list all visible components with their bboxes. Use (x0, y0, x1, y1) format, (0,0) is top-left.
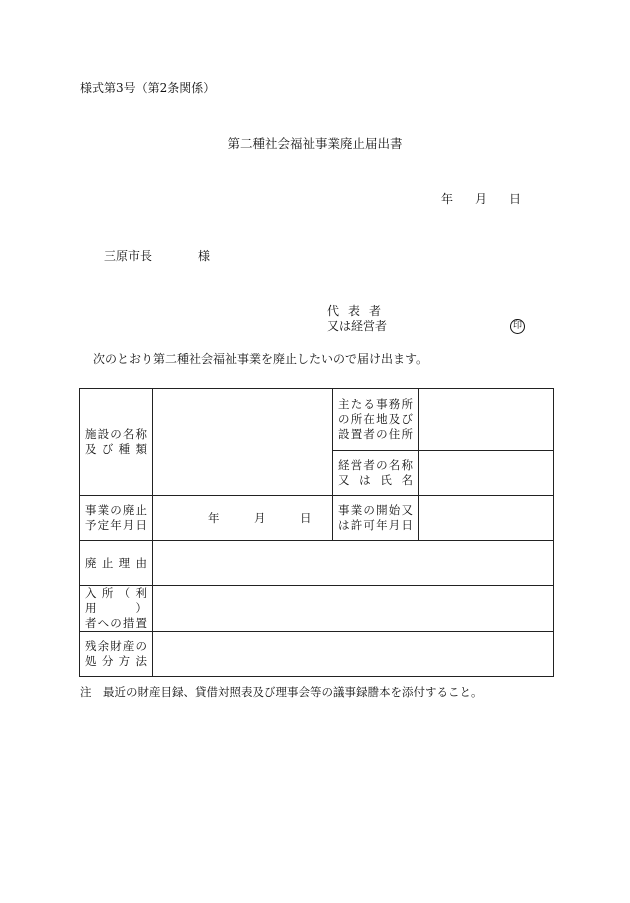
date-year: 年 (441, 192, 454, 206)
residents-label: 入所（利用） 者への措置 (80, 586, 153, 632)
closure-year: 年 (208, 510, 220, 525)
residents-value[interactable] (153, 586, 554, 632)
start-date-label: 事業の開始又 は許可年月日 (333, 496, 419, 541)
office-value[interactable] (419, 389, 554, 451)
addressee (104, 250, 210, 262)
closure-month: 月 (254, 510, 266, 525)
closure-day: 日 (300, 510, 312, 525)
closure-form-table (79, 388, 554, 677)
closure-date-label: 事業の廃止 予定年月日 (80, 496, 153, 541)
date-day: 日 (509, 192, 522, 206)
date-month: 月 (475, 192, 488, 206)
submission-date (441, 193, 543, 205)
start-date-value[interactable] (419, 496, 554, 541)
operator-value[interactable] (419, 451, 554, 496)
intro-text: 次のとおり第二種社会福祉事業を廃止したいので届け出ます。 (93, 352, 429, 366)
office-label: 主たる事務所 の所在地及び 設置者の住所 (333, 389, 419, 451)
assets-value[interactable] (153, 632, 554, 677)
reason-value[interactable] (153, 541, 554, 586)
addressee-name: 三原市長 (104, 249, 153, 263)
operator-label: 経営者の名称 又は氏名 (333, 451, 419, 496)
facility-value[interactable] (153, 389, 333, 496)
footnote: 注 最近の財産目録、貸借対照表及び理事会等の議事録謄本を添付すること。 (80, 685, 483, 699)
seal-mark: 印 (510, 319, 525, 334)
closure-date-value[interactable] (153, 496, 333, 541)
facility-label: 施設の名称 及び種類 (80, 389, 153, 496)
representative-label-2: 又は経営者 (327, 319, 388, 333)
reason-label: 廃止理由 (80, 541, 153, 586)
document-title: 第二種社会福祉事業廃止届出書 (227, 136, 403, 151)
assets-label: 残余財産の 処分方法 (80, 632, 153, 677)
representative-label: 代表者 (327, 304, 391, 318)
form-number: 様式第3号（第2条関係） (80, 81, 216, 95)
addressee-honorific: 様 (198, 249, 211, 263)
